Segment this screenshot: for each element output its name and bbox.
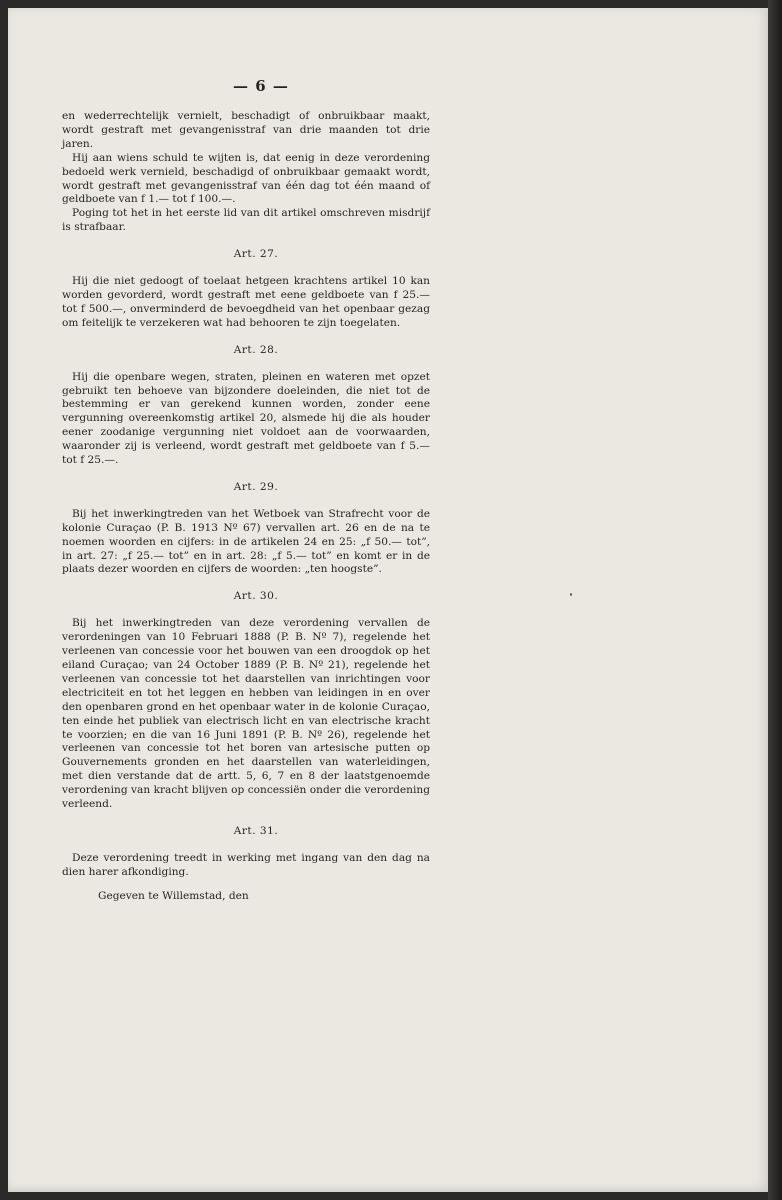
article-text-28: Hij die openbare wegen, straten, pleinen en wateren met opzet gebruikt ten behoeve van bijzondere doeleinden, die niet tot de bestemming er van gerekend kunnen worden, zonder eene vergunning overeenkomstig artikel 20, alsmede hij die als houder eener zoodanige vergunning niet voldoet aan de voorwaarden, waaronder zij is verleend, wordt gestraft met geldboete van f 5.— tot f 25.—. (62, 370, 430, 467)
article-heading-29: Art. 29. (233, 480, 279, 493)
paragraph-attempt: Poging tot het in het eerste lid van dit artikel omschreven misdrijf is strafbaar. (62, 207, 430, 234)
article-heading-28: Art. 28. (233, 343, 279, 356)
paragraph-liability: Hij aan wiens schuld te wijten is, dat eenig in deze verordening bedoeld werk vernield, beschadigd of onbruikbaar gemaakt wordt, wordt gestraft met gevangenisstraf van één dag tot één maand of geldboete van f 1.— tot f 100.—. (62, 151, 430, 206)
article-heading-30: Art. 30. (233, 590, 279, 603)
continued-paragraph: en wederrechtelijk vernielt, beschadigt of onbruikbaar maakt, wordt gestraft met gevangenisstraf van drie maanden tot drie jaren. (62, 110, 430, 150)
article-text-27: Hij die niet gedoogt of toelaat hetgeen krachtens artikel 10 kan worden gevorderd, wordt gestraft met eene geldboete van f 25.— tot f 500.—, onverminderd de bevoegdheid van het openbaar gezag om feitelijk te verzekeren wat had behooren te zijn toegelaten. (62, 275, 430, 329)
article-text-31: Deze verordening treedt in werking met ingang van den dag na dien harer afkondiging. (62, 851, 430, 878)
article-text-29: Bij het inwerkingtreden van het Wetboek van Strafrecht voor de kolonie Curaçao (P. B. 1913 Nº 67) vervallen art. 26 en de na te noemen woorden en cijfers: in de artikelen 24 en 25: „f 50.— tot”, in art. 27: „f 25.— tot” en in art. 28: „f 5.— tot” en komt er in de plaats dezer woorden en cijfers de woorden: „ten hoogste”. (62, 507, 430, 576)
article-heading-27: Art. 27. (233, 248, 279, 261)
text-column (62, 78, 430, 904)
binding-edge (768, 0, 782, 1200)
article-heading-31: Art. 31. (233, 824, 279, 837)
article-text-30: Bij het inwerkingtreden van deze verordening vervallen de verordeningen van 10 Februari 1888 (P. B. Nº 7), regelende het verleenen van concessie voor het bouwen van een droogdok op het eiland Curaçao; van 24 October 1889 (P. B. Nº 21), regelende het verleenen van concessie tot het daarstellen van inrichtingen voor electriciteit en tot het leggen en hebben van leidingen in en over den openbaren grond en het openbaar water in de kolonie Curaçao, ten einde het publiek van electrisch licht en van electrische kracht te voorzien; en die van 16 Juni 1891 (P. B. Nº 26), regelende het verleenen van concessie tot het boren van artesische putten op Gouvernements gronden en het daarstellen van waterleidingen, met dien verstande dat de artt. 5, 6, 7 en 8 der laatstgenoemde verordening van kracht blijven op concessiën onder die verordening verleend. (62, 617, 430, 811)
document-page (8, 8, 768, 1192)
closing-line: Gegeven te Willemstad, den (98, 889, 249, 902)
paper-speck (570, 593, 572, 596)
page-number: — 6 — (233, 77, 289, 95)
